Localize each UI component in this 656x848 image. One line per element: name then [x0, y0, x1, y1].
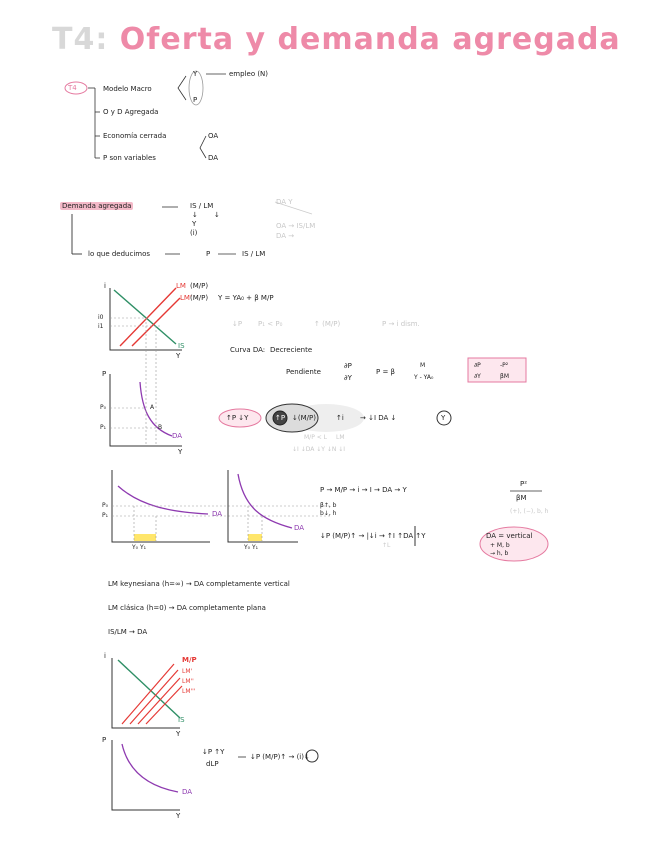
faint-row-4: P → i dism. [382, 320, 420, 328]
g5-is: IS [178, 716, 185, 724]
g5-legend-3: LM'' [182, 678, 194, 685]
outline-item-1: Modelo Macro [103, 85, 152, 93]
g2-p1: P₁ [100, 424, 107, 431]
g1-is: IS [178, 342, 185, 350]
chain3-sub: ↑L [382, 542, 391, 549]
islm-sub-4: (i) [190, 229, 198, 237]
g2-a: A [150, 404, 155, 411]
chain1-frac: ↓(M/P) [292, 414, 316, 422]
final-right: ↓P (M/P)↑ → (i)↓ [250, 753, 310, 761]
g4-y: Y₀ Y₁ [244, 544, 259, 551]
branch-oa: OA [208, 132, 219, 140]
lm-case-1: LM keynesiana (h=∞) → DA completamente vertical [108, 580, 290, 588]
final-left-bot: dLP [206, 760, 219, 768]
chain1-end: Y [441, 414, 446, 422]
eq1-rhs: Y = YA₀ + β M/P [218, 294, 274, 302]
chain1-pill: ↑P ↓Y [226, 414, 249, 422]
slope-label: Pendiente [286, 368, 321, 376]
title-prefix: T4: [52, 22, 109, 57]
g1-ylabel: i [104, 282, 106, 290]
g3-y: Y₀ Y₁ [132, 544, 147, 551]
box-bot: ∂Y [474, 373, 481, 380]
curve-da-label: Curva DA: [230, 346, 266, 354]
g1-xlabel: Y [176, 352, 181, 360]
vertical-l1: + M, b [490, 542, 510, 549]
derive-2: P [206, 250, 211, 258]
g5-legend-1: M/P [182, 656, 197, 664]
slope-frac-top: ∂P [344, 362, 352, 370]
slope-frac-bot: ∂Y [344, 374, 352, 382]
g1-i1: i1 [98, 323, 104, 330]
lm-case-2: LM clásica (h=0) → DA completamente plana [108, 604, 266, 612]
islm-da: IS/LM → DA [108, 628, 148, 636]
faint-row-2: P₁ < P₀ [258, 320, 283, 328]
g2-da: DA [172, 432, 183, 440]
faint-sub-3: ↓I ↓DA ↓Y ↓N ↓I [292, 446, 346, 453]
title-main: Oferta y demanda agregada [119, 22, 621, 57]
islm-sub-2: ↓ [214, 211, 220, 219]
curve-da-value: Decreciente [270, 346, 313, 354]
chain1-i: ↑i [336, 414, 344, 422]
islm-label: IS / LM [190, 202, 214, 210]
derive-1: lo que deducimos [88, 250, 151, 258]
branch-y: Y [193, 70, 198, 78]
derive-3: IS / LM [242, 250, 266, 258]
outline-item-3: Economía cerrada [103, 132, 167, 140]
chain2-sub2: b↓, h [320, 510, 337, 517]
chain1-dom: ↑P [275, 414, 286, 422]
chain2-sub1: β↑, b [320, 502, 337, 509]
box-rhs-bot: βM [500, 373, 510, 380]
chain1-rest: → ↓I DA ↓ [360, 414, 397, 422]
faint-sub-1: M/P < L [304, 434, 328, 441]
faint-box-2: OA → IS/LM [276, 222, 316, 230]
g6-da: DA [182, 788, 193, 796]
chain3-text: ↓P (M/P)↑ → |↓i → ↑I ↑DA ↑Y [320, 532, 426, 540]
outline-item-4: P son variables [103, 154, 156, 162]
g1-lm-frac: (M/P) [190, 282, 209, 290]
slope-p-bot: Y - YA₀ [414, 374, 434, 381]
faint-row-3: ↑ (M/P) [314, 320, 341, 328]
box-top: ∂P [474, 362, 481, 369]
chain2-frac-bot: βM [516, 494, 527, 502]
vertical-title: DA = vertical [486, 532, 533, 540]
branch-result: empleo (N) [229, 70, 269, 78]
faint-small: (+), (−), b, h [510, 508, 549, 515]
branch-p: P [193, 96, 198, 104]
faint-box-3: DA → [276, 232, 295, 240]
demand-label: Demanda agregada [62, 202, 132, 210]
outline-badge: T4 [68, 84, 77, 92]
eq1-lhs: (M/P) [190, 294, 209, 302]
g5-ylabel: i [104, 652, 106, 660]
islm-sub-3: Y [192, 220, 197, 228]
g5-legend-2: LM' [182, 668, 193, 675]
outline-item-2: O y D Agregada [103, 108, 159, 116]
g4-da: DA [294, 524, 305, 532]
faint-box-1: DA Y [276, 198, 293, 206]
branch-da: DA [208, 154, 219, 162]
g2-p0: P₀ [100, 404, 107, 411]
g6-xlabel: Y [176, 812, 181, 820]
g5-xlabel: Y [176, 730, 181, 738]
vertical-l2: → h, b [490, 550, 509, 557]
islm-sub-1: ↓ [192, 211, 198, 219]
g2-b: B [158, 424, 163, 431]
g3-da: DA [212, 510, 223, 518]
slope-p-eq: P = β [376, 368, 396, 376]
box-rhs-top: -P² [500, 362, 509, 369]
g1-i0: i0 [98, 314, 104, 321]
g1-lm2: LM' [180, 294, 192, 302]
g6-ylabel: P [102, 736, 107, 744]
g2-xlabel: Y [178, 448, 183, 456]
slope-p-top: M [420, 362, 426, 369]
chain2-text: P → M/P → i → I → DA → Y [320, 486, 407, 494]
g3-p0: P₀ [102, 502, 109, 509]
chain2-frac-top: P² [520, 480, 528, 488]
faint-sub-2: LM [336, 434, 345, 441]
g5-legend-4: LM''' [182, 688, 196, 695]
g1-lm: LM [176, 282, 186, 290]
faint-row-1: ↓P [232, 320, 243, 328]
final-left-top: ↓P ↑Y [202, 748, 225, 756]
g2-ylabel: P [102, 370, 107, 378]
g3-p1: P₁ [102, 512, 109, 519]
